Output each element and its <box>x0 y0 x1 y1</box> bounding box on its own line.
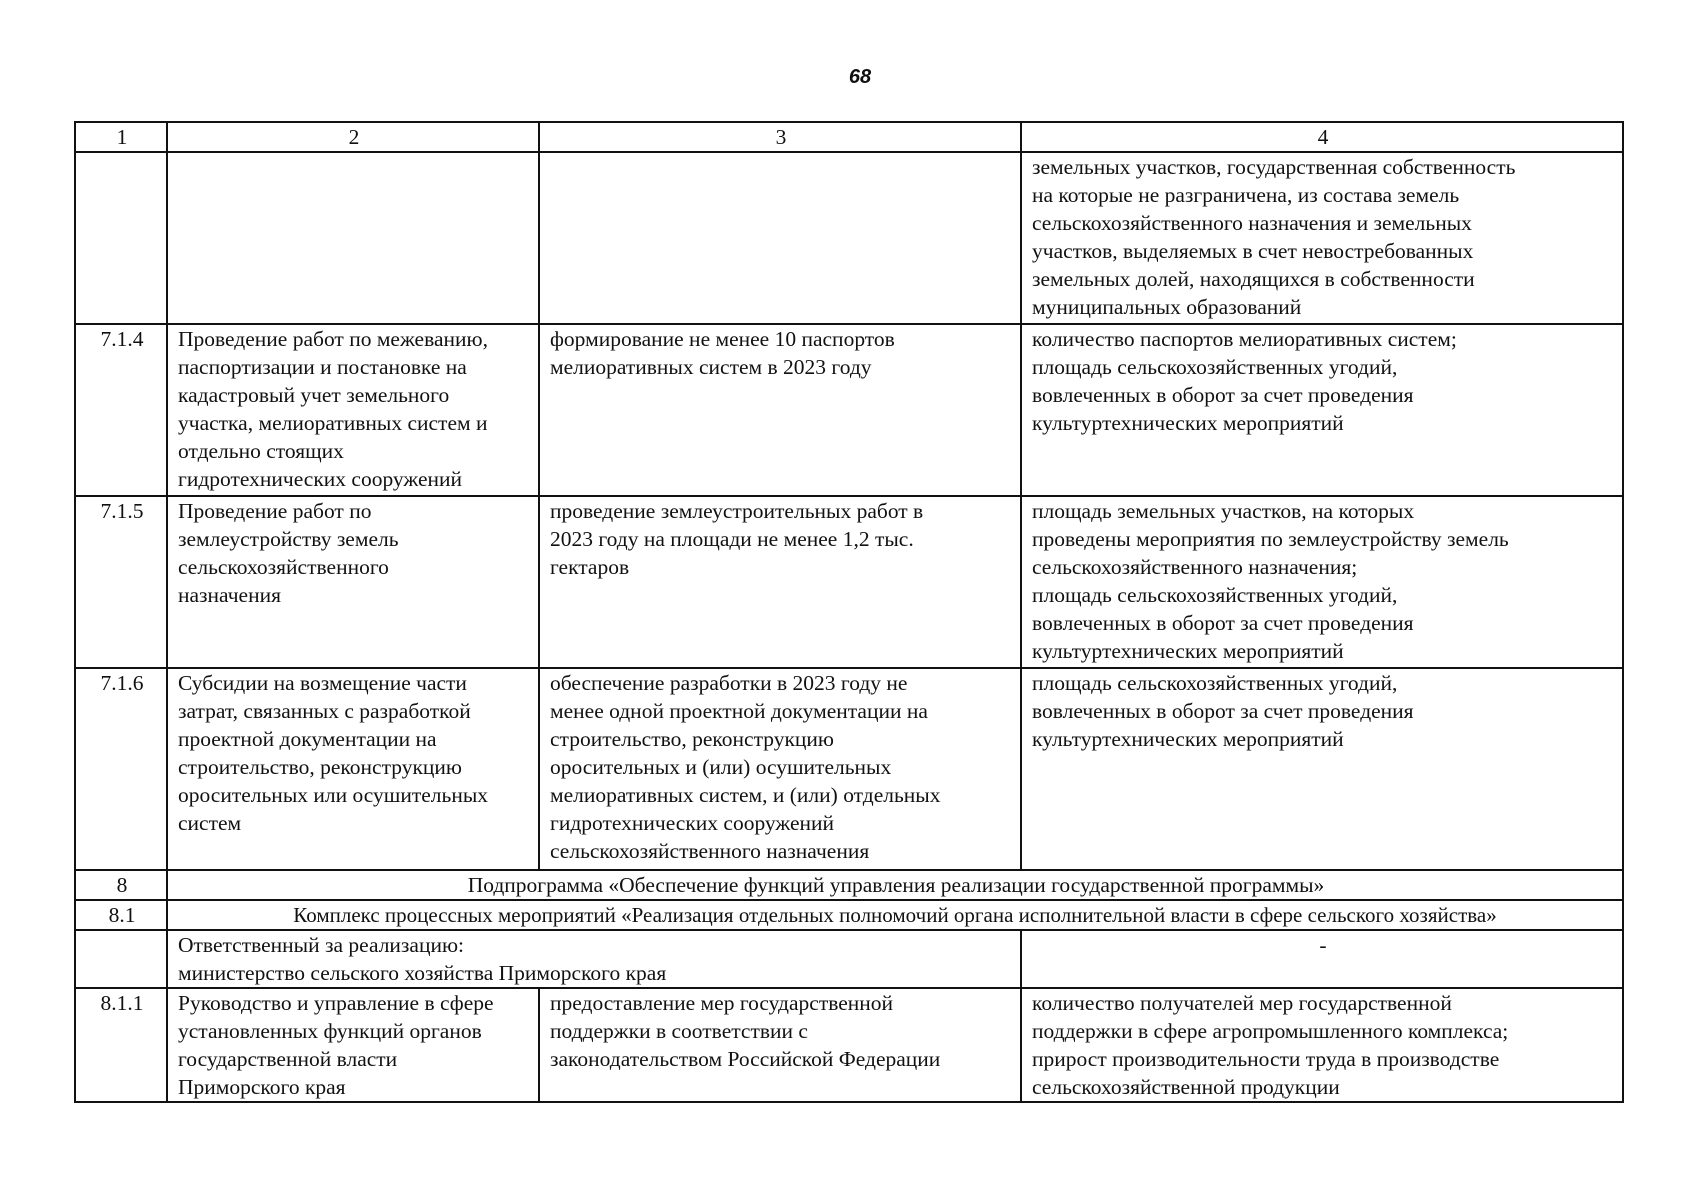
measure-name-cell: Проведение работ по землеустройству земель сельскохозяйственного назначения <box>167 496 539 668</box>
page-number: 68 <box>848 66 872 88</box>
header-col-4: 4 <box>1021 122 1623 152</box>
expected-result-cell: формирование не менее 10 паспортов мелиоративных систем в 2023 году <box>539 324 1021 496</box>
row-number: 7.1.5 <box>75 496 167 668</box>
cell-empty <box>167 152 539 324</box>
expected-result-cell: проведение землеустроительных работ в 2023 году на площади не менее 1,2 тыс. гектаров <box>539 496 1021 668</box>
expected-result-cell: предоставление мер государственной поддержки в соответствии с законодательством Российской Федерации <box>539 988 1021 1102</box>
measure-name-cell: Субсидии на возмещение части затрат, связанных с разработкой проектной документации на строительство, реконструкцию оросительных или осушительных систем <box>167 668 539 870</box>
table-row <box>75 496 1623 668</box>
complex-row <box>75 900 1623 930</box>
table-row <box>75 988 1623 1102</box>
table-row <box>75 668 1623 870</box>
header-col-3: 3 <box>539 122 1021 152</box>
cell-empty <box>75 930 167 988</box>
indicator-cell: земельных участков, государственная собственность на которые не разграничена, из состава земель сельскохозяйственного назначения и земельных участков, выделяемых в счет невостребованных земельных долей, находящихся в собственности муниципальных образований <box>1021 152 1623 324</box>
header-col-2: 2 <box>167 122 539 152</box>
responsible-label: Ответственный за реализацию: министерство сельского хозяйства Приморского края <box>167 930 1021 988</box>
indicator-cell: количество получателей мер государственной поддержки в сфере агропромышленного комплекса; прирост производительности труда в производстве сельскохозяйственной продукции <box>1021 988 1623 1102</box>
table-row-continuation <box>75 152 1623 324</box>
measure-name-cell: Проведение работ по межеванию, паспортизации и постановке на кадастровый учет земельного участка, мелиоративных систем и отдельно стоящих гидротехнических сооружений <box>167 324 539 496</box>
responsible-value: - <box>1021 930 1623 988</box>
table-header-row <box>75 122 1623 152</box>
table-row <box>75 324 1623 496</box>
indicator-cell: количество паспортов мелиоративных систем; площадь сельскохозяйственных угодий, вовлеченных в оборот за счет проведения культуртехнических мероприятий <box>1021 324 1623 496</box>
expected-result-cell: обеспечение разработки в 2023 году не менее одной проектной документации на строительство, реконструкцию оросительных и (или) осушительных мелиоративных систем, и (или) отдельных гидротехнических сооружений сельскохозяйственного назначения <box>539 668 1021 870</box>
row-number: 7.1.6 <box>75 668 167 870</box>
subprogram-title: Подпрограмма «Обеспечение функций управления реализации государственной программы» <box>167 870 1623 900</box>
row-number: 8.1.1 <box>75 988 167 1102</box>
row-number: 8.1 <box>75 900 167 930</box>
row-number: 7.1.4 <box>75 324 167 496</box>
indicator-cell: площадь сельскохозяйственных угодий, вовлеченных в оборот за счет проведения культуртехнических мероприятий <box>1021 668 1623 870</box>
cell-empty <box>539 152 1021 324</box>
subprogram-row <box>75 870 1623 900</box>
complex-title: Комплекс процессных мероприятий «Реализация отдельных полномочий органа исполнительной власти в сфере сельского хозяйства» <box>167 900 1623 930</box>
measures-table <box>74 121 1624 1103</box>
header-col-1: 1 <box>75 122 167 152</box>
row-number: 8 <box>75 870 167 900</box>
measure-name-cell: Руководство и управление в сфере установленных функций органов государственной власти Приморского края <box>167 988 539 1102</box>
responsible-row <box>75 930 1623 988</box>
cell-empty <box>75 152 167 324</box>
indicator-cell: площадь земельных участков, на которых проведены мероприятия по землеустройству земель сельскохозяйственного назначения; площадь сельскохозяйственных угодий, вовлеченных в оборот за счет проведения культуртехнических мероприятий <box>1021 496 1623 668</box>
